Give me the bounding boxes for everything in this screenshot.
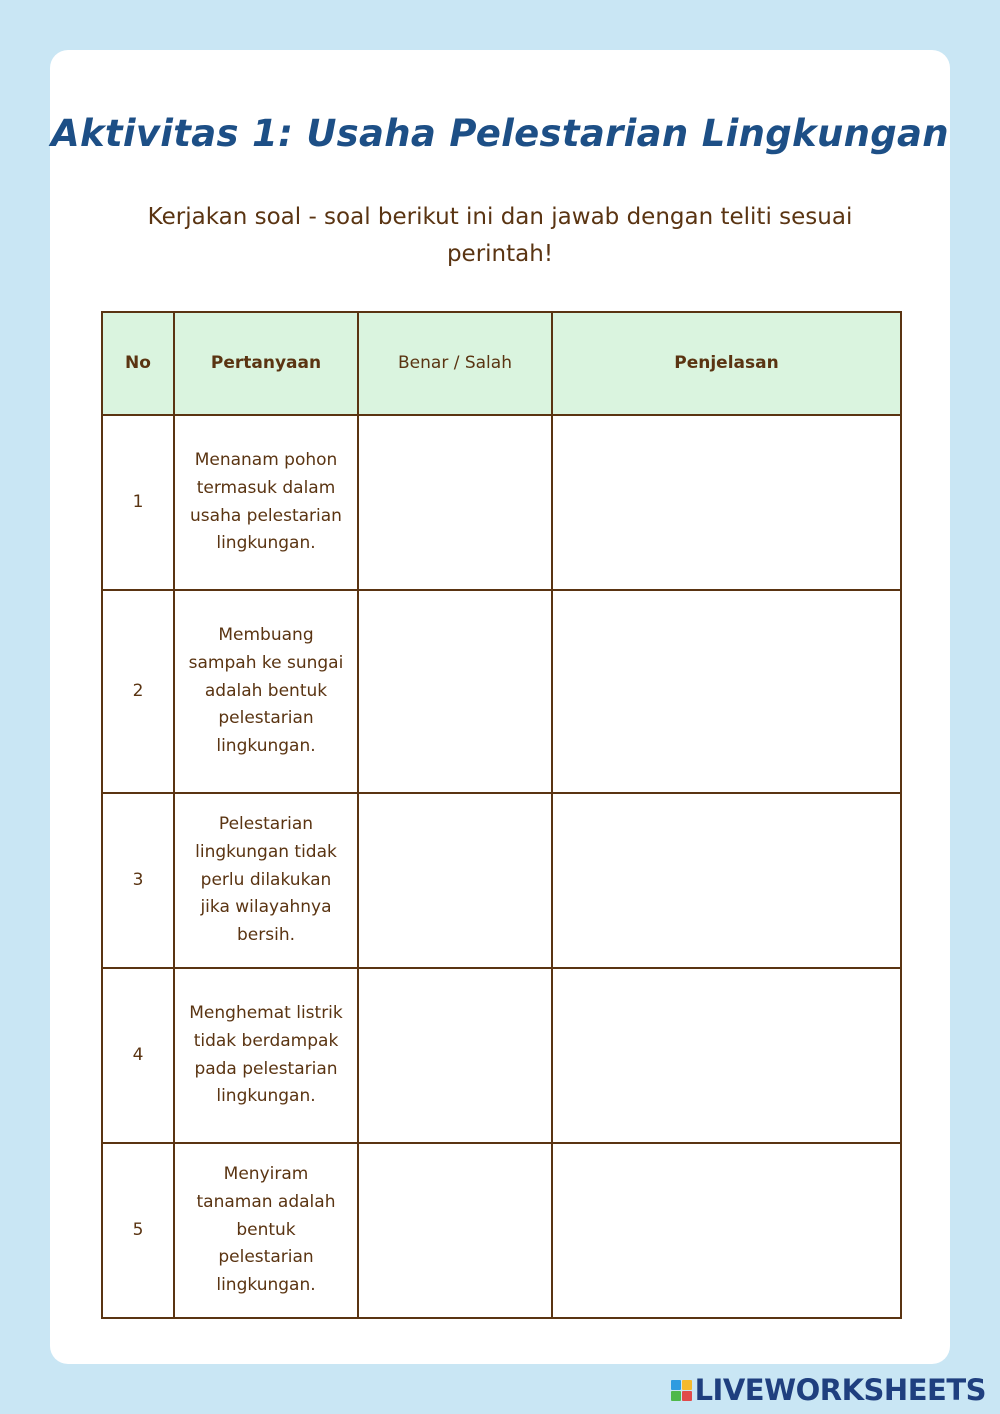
header-explanation: Penjelasan xyxy=(552,312,901,415)
header-true-false: Benar / Salah xyxy=(358,312,552,415)
row-number: 5 xyxy=(102,1143,174,1318)
table-row xyxy=(102,590,901,793)
table-row xyxy=(102,1143,901,1318)
question-text: Menyiram tanaman adalah bentuk pelestarian lingkungan. xyxy=(174,1143,358,1318)
answer-input[interactable] xyxy=(358,968,552,1143)
explanation-input[interactable] xyxy=(552,415,901,590)
question-text: Pelestarian lingkungan tidak perlu dilakukan jika wilayahnya bersih. xyxy=(174,793,358,968)
explanation-input[interactable] xyxy=(552,968,901,1143)
worksheet-table xyxy=(101,311,902,1319)
answer-input[interactable] xyxy=(358,1143,552,1318)
explanation-input[interactable] xyxy=(552,590,901,793)
explanation-input[interactable] xyxy=(552,1143,901,1318)
page-title: Aktivitas 1: Usaha Pelestarian Lingkungan xyxy=(51,112,949,155)
liveworksheets-logo[interactable] xyxy=(671,1373,986,1407)
answer-input[interactable] xyxy=(358,415,552,590)
row-number: 1 xyxy=(102,415,174,590)
row-number: 2 xyxy=(102,590,174,793)
logo-squares-icon xyxy=(671,1380,692,1401)
logo-square xyxy=(682,1380,692,1390)
logo-text: LIVEWORKSHEETS xyxy=(694,1373,986,1407)
header-no: No xyxy=(102,312,174,415)
logo-square xyxy=(671,1391,681,1401)
instructions: Kerjakan soal - soal berikut ini dan jawab dengan teliti sesuai perintah! xyxy=(147,204,853,267)
question-text: Menanam pohon termasuk dalam usaha pelestarian lingkungan. xyxy=(174,415,358,590)
row-number: 3 xyxy=(102,793,174,968)
explanation-input[interactable] xyxy=(552,793,901,968)
table-header-row xyxy=(102,312,901,415)
row-number: 4 xyxy=(102,968,174,1143)
answer-input[interactable] xyxy=(358,793,552,968)
table-row xyxy=(102,415,901,590)
header-question: Pertanyaan xyxy=(174,312,358,415)
question-text: Membuang sampah ke sungai adalah bentuk pelestarian lingkungan. xyxy=(174,590,358,793)
table-row xyxy=(102,793,901,968)
table-row xyxy=(102,968,901,1143)
answer-input[interactable] xyxy=(358,590,552,793)
logo-square xyxy=(671,1380,681,1390)
question-text: Menghemat listrik tidak berdampak pada pelestarian lingkungan. xyxy=(174,968,358,1143)
logo-square xyxy=(682,1391,692,1401)
